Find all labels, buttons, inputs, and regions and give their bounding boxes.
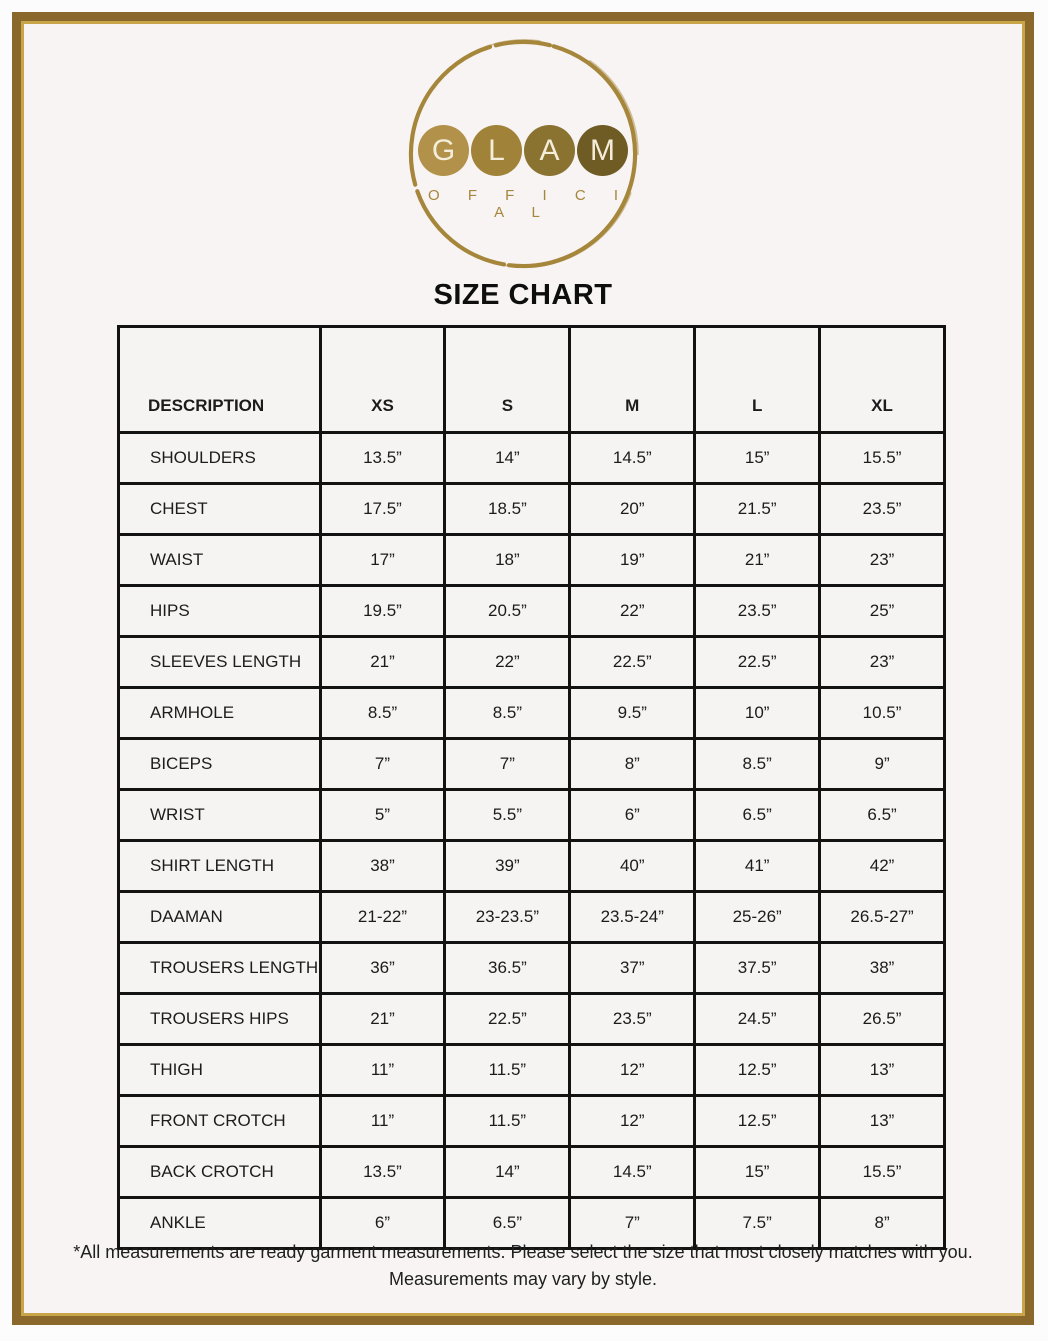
measurement-cell: 26.5-27” xyxy=(820,892,945,943)
measurement-cell: 9.5” xyxy=(570,688,695,739)
row-label: CHEST xyxy=(119,484,321,535)
measurement-cell: 15.5” xyxy=(820,1147,945,1198)
logo-letter-circle: G xyxy=(418,125,469,176)
measurement-cell: 8.5” xyxy=(695,739,820,790)
row-label: BACK CROTCH xyxy=(119,1147,321,1198)
table-header xyxy=(119,327,945,433)
measurement-cell: 40” xyxy=(570,841,695,892)
table-row xyxy=(119,586,945,637)
measurement-cell: 12.5” xyxy=(695,1096,820,1147)
measurement-cell: 9” xyxy=(820,739,945,790)
measurement-cell: 14” xyxy=(445,433,570,484)
measurement-cell: 37.5” xyxy=(695,943,820,994)
measurement-cell: 25” xyxy=(820,586,945,637)
measurement-cell: 6.5” xyxy=(820,790,945,841)
row-label: FRONT CROTCH xyxy=(119,1096,321,1147)
measurement-cell: 13” xyxy=(820,1045,945,1096)
measurement-cell: 23.5” xyxy=(570,994,695,1045)
row-label: TROUSERS HIPS xyxy=(119,994,321,1045)
measurement-cell: 10” xyxy=(695,688,820,739)
table-row xyxy=(119,943,945,994)
measurement-cell: 14” xyxy=(445,1147,570,1198)
table-row xyxy=(119,841,945,892)
row-label: ANKLE xyxy=(119,1198,321,1249)
measurement-cell: 13” xyxy=(820,1096,945,1147)
measurement-cell: 7” xyxy=(320,739,445,790)
column-header: L xyxy=(695,327,820,433)
measurement-cell: 22.5” xyxy=(695,637,820,688)
measurement-cell: 13.5” xyxy=(320,1147,445,1198)
table-row xyxy=(119,1045,945,1096)
row-label: DAAMAN xyxy=(119,892,321,943)
measurement-cell: 7.5” xyxy=(695,1198,820,1249)
table-body xyxy=(119,433,945,1249)
row-label: ARMHOLE xyxy=(119,688,321,739)
measurement-cell: 25-26” xyxy=(695,892,820,943)
row-label: SHOULDERS xyxy=(119,433,321,484)
measurement-cell: 11.5” xyxy=(445,1096,570,1147)
measurement-cell: 20” xyxy=(570,484,695,535)
measurement-cell: 38” xyxy=(320,841,445,892)
measurement-cell: 8” xyxy=(820,1198,945,1249)
row-label: BICEPS xyxy=(119,739,321,790)
measurement-cell: 38” xyxy=(820,943,945,994)
logo-letter-circles xyxy=(404,125,642,176)
table-row xyxy=(119,637,945,688)
measurement-cell: 6” xyxy=(570,790,695,841)
measurement-cell: 23.5” xyxy=(820,484,945,535)
row-label: TROUSERS LENGTH xyxy=(119,943,321,994)
row-label: WRIST xyxy=(119,790,321,841)
measurement-cell: 37” xyxy=(570,943,695,994)
measurement-cell: 10.5” xyxy=(820,688,945,739)
table-row xyxy=(119,790,945,841)
measurement-cell: 17” xyxy=(320,535,445,586)
measurement-cell: 19” xyxy=(570,535,695,586)
measurement-cell: 23-23.5” xyxy=(445,892,570,943)
measurement-cell: 26.5” xyxy=(820,994,945,1045)
table-row xyxy=(119,484,945,535)
logo-letter-circle: A xyxy=(524,125,575,176)
measurement-cell: 42” xyxy=(820,841,945,892)
measurement-cell: 8.5” xyxy=(320,688,445,739)
measurement-cell: 22.5” xyxy=(445,994,570,1045)
table-row xyxy=(119,994,945,1045)
row-label: THIGH xyxy=(119,1045,321,1096)
measurement-cell: 39” xyxy=(445,841,570,892)
measurement-cell: 12” xyxy=(570,1045,695,1096)
measurement-cell: 12.5” xyxy=(695,1045,820,1096)
measurement-cell: 18” xyxy=(445,535,570,586)
measurement-cell: 36” xyxy=(320,943,445,994)
measurement-cell: 21-22” xyxy=(320,892,445,943)
size-chart-table xyxy=(117,325,946,1250)
measurement-cell: 21.5” xyxy=(695,484,820,535)
measurement-cell: 18.5” xyxy=(445,484,570,535)
measurement-cell: 15” xyxy=(695,1147,820,1198)
measurement-cell: 8” xyxy=(570,739,695,790)
measurement-cell: 21” xyxy=(320,994,445,1045)
table-row xyxy=(119,1147,945,1198)
measurement-cell: 6.5” xyxy=(695,790,820,841)
footer-line-1: *All measurements are ready garment measurements. Please select the size that most closely matches with you. xyxy=(73,1242,973,1262)
measurement-cell: 23.5-24” xyxy=(570,892,695,943)
measurement-cell: 22” xyxy=(570,586,695,637)
logo-letter-circle: L xyxy=(471,125,522,176)
measurement-cell: 7” xyxy=(445,739,570,790)
measurement-cell: 23.5” xyxy=(695,586,820,637)
measurement-cell: 6.5” xyxy=(445,1198,570,1249)
column-header: M xyxy=(570,327,695,433)
measurement-cell: 21” xyxy=(695,535,820,586)
row-label: WAIST xyxy=(119,535,321,586)
row-label: SLEEVES LENGTH xyxy=(119,637,321,688)
column-header: S xyxy=(445,327,570,433)
row-label: SHIRT LENGTH xyxy=(119,841,321,892)
gold-frame xyxy=(12,12,1034,1325)
footer-line-2: Measurements may vary by style. xyxy=(388,1269,658,1289)
column-header: XL xyxy=(820,327,945,433)
table-row xyxy=(119,535,945,586)
measurement-cell: 5.5” xyxy=(445,790,570,841)
brand-logo xyxy=(404,35,642,273)
page-title: SIZE CHART xyxy=(433,279,613,311)
logo-letter-circle: M xyxy=(577,125,628,176)
measurement-cell: 23” xyxy=(820,535,945,586)
measurement-cell: 8.5” xyxy=(445,688,570,739)
table-row xyxy=(119,739,945,790)
measurement-cell: 41” xyxy=(695,841,820,892)
measurement-cell: 36.5” xyxy=(445,943,570,994)
measurement-cell: 17.5” xyxy=(320,484,445,535)
measurement-cell: 22” xyxy=(445,637,570,688)
measurement-cell: 11” xyxy=(320,1045,445,1096)
table-row xyxy=(119,688,945,739)
measurement-cell: 6” xyxy=(320,1198,445,1249)
measurement-cell: 14.5” xyxy=(570,1147,695,1198)
measurement-cell: 15” xyxy=(695,433,820,484)
measurement-cell: 13.5” xyxy=(320,433,445,484)
measurement-cell: 5” xyxy=(320,790,445,841)
measurement-cell: 14.5” xyxy=(570,433,695,484)
footer-note xyxy=(21,1239,1025,1293)
measurement-cell: 20.5” xyxy=(445,586,570,637)
measurement-cell: 19.5” xyxy=(320,586,445,637)
table-row xyxy=(119,1096,945,1147)
measurement-cell: 11” xyxy=(320,1096,445,1147)
measurement-cell: 11.5” xyxy=(445,1045,570,1096)
column-header: DESCRIPTION xyxy=(119,327,321,433)
measurement-cell: 15.5” xyxy=(820,433,945,484)
row-label: HIPS xyxy=(119,586,321,637)
measurement-cell: 22.5” xyxy=(570,637,695,688)
measurement-cell: 23” xyxy=(820,637,945,688)
logo-subtitle: O F F I C I A L xyxy=(428,187,630,221)
measurement-cell: 24.5” xyxy=(695,994,820,1045)
measurement-cell: 21” xyxy=(320,637,445,688)
column-header: XS xyxy=(320,327,445,433)
table-row xyxy=(119,433,945,484)
measurement-cell: 7” xyxy=(570,1198,695,1249)
measurement-cell: 12” xyxy=(570,1096,695,1147)
table-row xyxy=(119,892,945,943)
